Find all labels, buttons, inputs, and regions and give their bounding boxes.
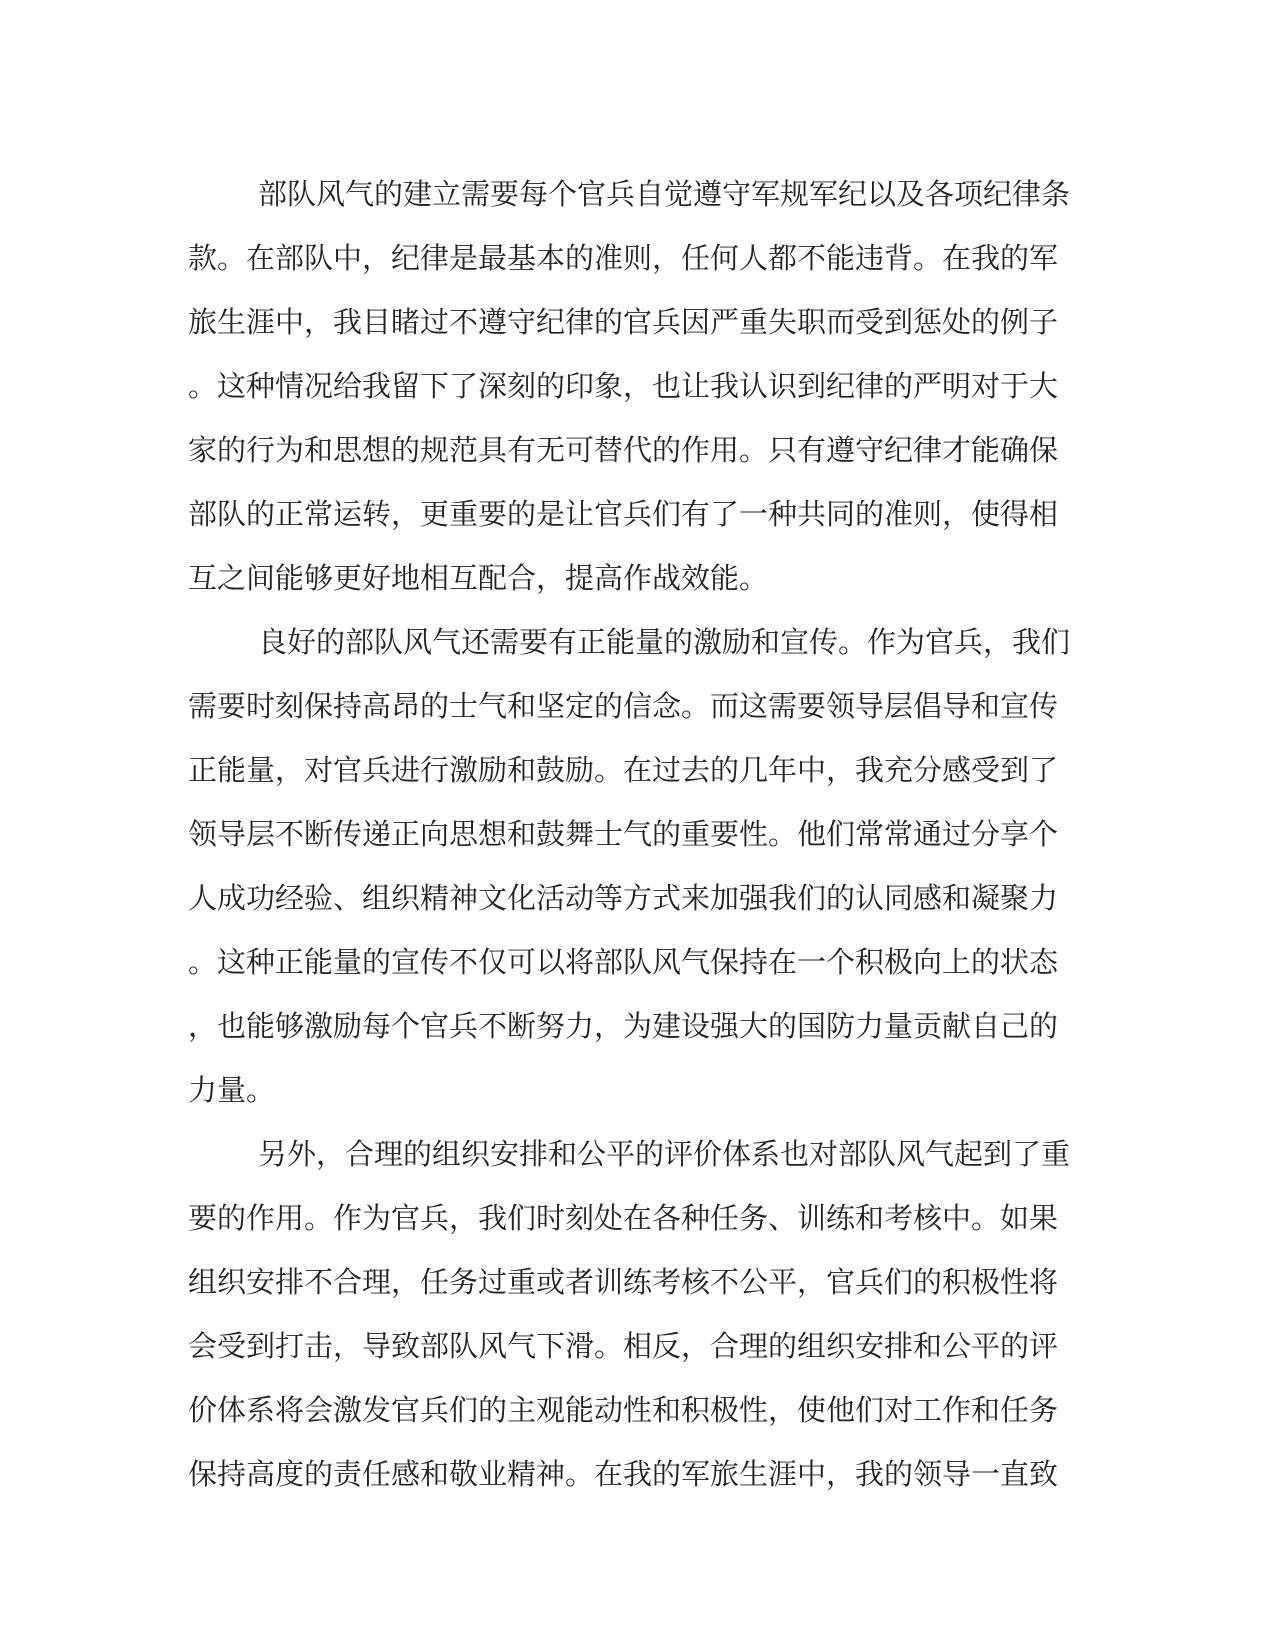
paragraph-3-line-6: 保持高度的责任感和敬业精神。在我的军旅生涯中，我的领导一直致 [188,1457,1059,1491]
paragraph-1-line-3: 旅生涯中，我目睹过不遵守纪律的官兵因严重失职而受到惩处的例子 [188,305,1059,339]
paragraph-2-line-5: 人成功经验、组织精神文化活动等方式来加强我们的认同感和凝聚力 [188,881,1059,915]
paragraph-3-line-5: 价体系将会激发官兵们的主观能动性和积极性，使他们对工作和任务 [188,1393,1059,1427]
paragraph-2-line-6: 。这种正能量的宣传不仅可以将部队风气保持在一个积极向上的状态 [188,945,1059,979]
paragraph-1-line-2: 款。在部队中，纪律是最基本的准则，任何人都不能违背。在我的军 [188,241,1059,275]
paragraph-2-line-4: 领导层不断传递正向思想和鼓舞士气的重要性。他们常常通过分享个 [188,817,1059,851]
paragraph-1-line-6: 部队的正常运转，更重要的是让官兵们有了一种共同的准则，使得相 [188,497,1059,531]
paragraph-2-line-1: 良好的部队风气还需要有正能量的激励和宣传。作为官兵，我们 [258,625,1071,659]
document-body [188,162,1088,1506]
paragraph-3-line-1: 另外，合理的组织安排和公平的评价体系也对部队风气起到了重 [258,1137,1071,1171]
paragraph-1-line-4: 。这种情况给我留下了深刻的印象，也让我认识到纪律的严明对于大 [188,369,1059,403]
paragraph-1-line-1: 部队风气的建立需要每个官兵自觉遵守军规军纪以及各项纪律条 [258,177,1071,211]
paragraph-3-line-2: 要的作用。作为官兵，我们时刻处在各种任务、训练和考核中。如果 [188,1201,1059,1235]
paragraph-2-line-3: 正能量，对官兵进行激励和鼓励。在过去的几年中，我充分感受到了 [188,753,1059,787]
paragraph-1-line-7: 互之间能够更好地相互配合，提高作战效能。 [188,561,769,595]
paragraph-3-line-3: 组织安排不合理，任务过重或者训练考核不公平，官兵们的积极性将 [188,1265,1059,1299]
paragraph-1-line-5: 家的行为和思想的规范具有无可替代的作用。只有遵守纪律才能确保 [188,433,1059,467]
paragraph-2-line-2: 需要时刻保持高昂的士气和坚定的信念。而这需要领导层倡导和宣传 [188,689,1059,723]
paragraph-2-line-8: 力量。 [188,1073,276,1107]
paragraph-2-line-7: ，也能够激励每个官兵不断努力，为建设强大的国防力量贡献自己的 [188,1009,1059,1043]
paragraph-3-line-4: 会受到打击，导致部队风气下滑。相反，合理的组织安排和公平的评 [188,1329,1059,1363]
